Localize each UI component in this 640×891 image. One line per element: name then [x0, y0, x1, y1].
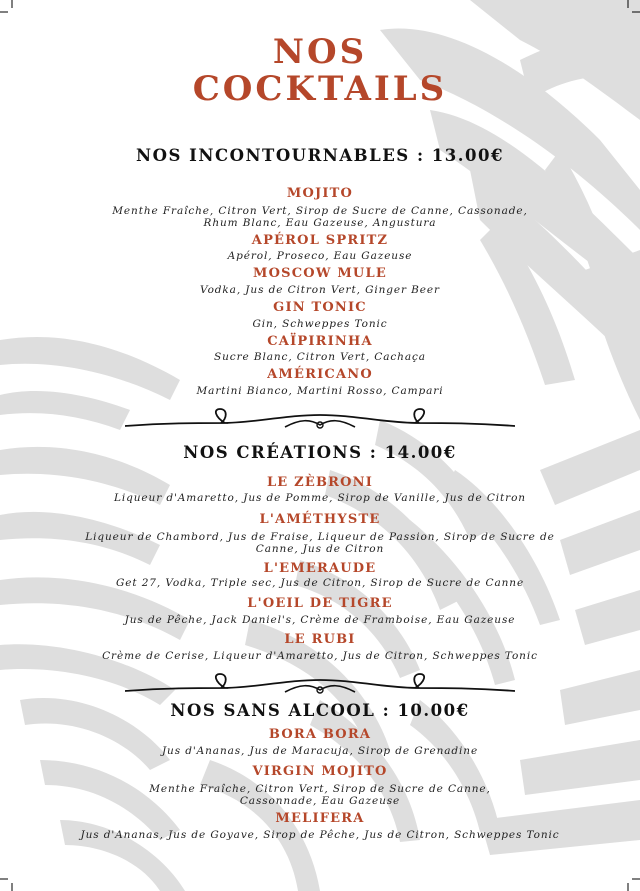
item-desc: Apérol, Proseco, Eau Gazeuse: [227, 250, 413, 262]
item-desc: Martini Bianco, Martini Rosso, Campari: [196, 385, 444, 397]
item-desc: Get 27, Vodka, Triple sec, Jus de Citron, Sirop de Sucre de Canne: [115, 577, 525, 589]
item-name: MOSCOW MULE: [253, 266, 387, 281]
item-desc: Vodka, Jus de Citron Vert, Ginger Beer: [200, 284, 440, 296]
ornamental-divider: [125, 405, 515, 435]
item-desc: Gin, Schweppes Tonic: [252, 318, 388, 330]
item-name: GIN TONIC: [273, 300, 367, 315]
page-title-line-1: NOS: [272, 32, 368, 72]
item-name: MELIFERA: [275, 811, 365, 826]
item-name: L'EMERAUDE: [263, 561, 377, 576]
item-desc: Jus de Pêche, Jack Daniel's, Crème de Framboise, Eau Gazeuse: [124, 614, 516, 626]
item-desc: Canne, Jus de Citron: [255, 543, 385, 555]
item-desc: Liqueur d'Amaretto, Jus de Pomme, Sirop de Vanille, Jus de Citron: [114, 492, 526, 504]
item-desc: Cassonnade, Eau Gazeuse: [239, 795, 401, 807]
item-desc: Rhum Blanc, Eau Gazeuse, Angustura: [203, 217, 437, 229]
item-desc: Menthe Fraîche, Citron Vert, Sirop de Sucre de Canne, Cassonade,: [112, 205, 528, 217]
item-name: VIRGIN MOJITO: [252, 764, 388, 779]
item-desc: Jus d'Ananas, Jus de Maracuja, Sirop de Grenadine: [161, 745, 479, 757]
item-name: APÉROL SPRITZ: [251, 233, 389, 248]
item-name: L'OEIL DE TIGRE: [247, 596, 393, 611]
item-name: LE RUBI: [284, 632, 356, 647]
item-name: BORA BORA: [268, 727, 372, 742]
item-desc: Crème de Cerise, Liqueur d'Amaretto, Jus de Citron, Schweppes Tonic: [102, 650, 538, 662]
section-title-incontournables: NOS INCONTOURNABLES : 13.00€: [136, 146, 504, 165]
item-desc: Sucre Blanc, Citron Vert, Cachaça: [214, 351, 426, 363]
item-name: CAÏPIRINHA: [267, 334, 373, 349]
item-desc: Menthe Fraîche, Citron Vert, Sirop de Sucre de Canne,: [149, 783, 491, 795]
item-desc: Jus d'Ananas, Jus de Goyave, Sirop de Pêche, Jus de Citron, Schweppes Tonic: [80, 829, 560, 841]
section-title-creations: NOS CRÉATIONS : 14.00€: [183, 443, 457, 462]
item-name: AMÉRICANO: [267, 367, 373, 382]
item-desc: Liqueur de Chambord, Jus de Fraise, Liqueur de Passion, Sirop de Sucre de: [85, 531, 555, 543]
item-name: L'AMÉTHYSTE: [259, 512, 381, 527]
section-title-sans-alcool: NOS SANS ALCOOL : 10.00€: [170, 701, 470, 720]
page-title-line-2: COCKTAILS: [192, 69, 448, 109]
item-name: MOJITO: [286, 186, 354, 201]
ornamental-divider: [125, 670, 515, 700]
item-name: LE ZÈBRONI: [266, 475, 374, 490]
